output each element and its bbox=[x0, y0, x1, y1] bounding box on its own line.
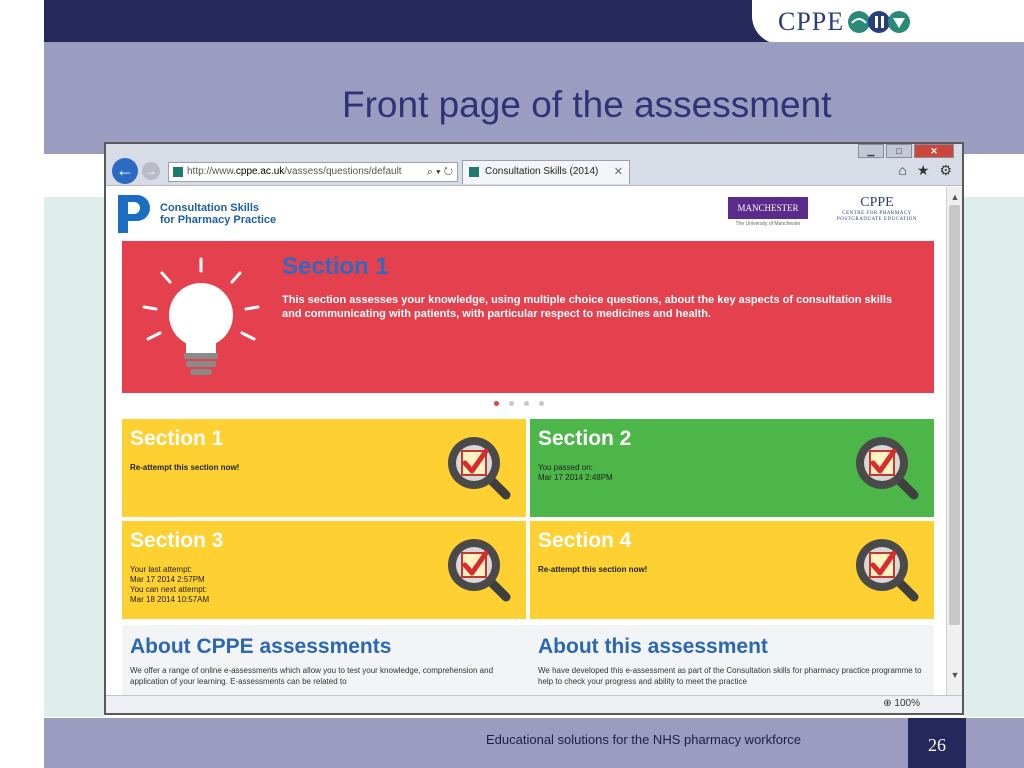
maximize-button[interactable]: □ bbox=[886, 144, 912, 158]
site-logo[interactable] bbox=[118, 195, 276, 233]
section-2-title: Section 2 bbox=[538, 427, 632, 450]
carousel-dot-1[interactable] bbox=[494, 401, 499, 406]
refresh-icon[interactable]: ↻ bbox=[443, 166, 453, 178]
scroll-thumb[interactable] bbox=[949, 205, 960, 625]
about-cppe bbox=[130, 635, 530, 687]
magnifier-check-icon bbox=[442, 533, 512, 603]
hero-title: Section 1 bbox=[282, 253, 389, 280]
magnifier-check-icon bbox=[850, 431, 920, 501]
carousel-dots bbox=[494, 401, 544, 406]
left-accent bbox=[44, 197, 104, 717]
home-icon[interactable]: ⌂ bbox=[898, 162, 907, 178]
search-icon[interactable]: ⌕ bbox=[426, 166, 433, 178]
section-3-line-4: Mar 18 2014 10:57AM bbox=[130, 595, 210, 604]
zoom-value: 100% bbox=[894, 698, 920, 709]
scroll-down-icon[interactable]: ▼ bbox=[950, 670, 960, 680]
site-logo-line1: Consultation Skills bbox=[160, 202, 260, 214]
address-tools bbox=[427, 163, 453, 181]
window-controls bbox=[858, 144, 954, 158]
about-assessment-text: We have developed this e-assessment as part of the Consultation skills for pharmacy practice programme to help to check your progress and ability to meet the practice bbox=[538, 666, 922, 686]
cppe-partner-line2: POSTGRADUATE EDUCATION bbox=[836, 217, 918, 222]
url-path: /vassess/questions/default bbox=[284, 166, 402, 177]
minimize-button[interactable]: ▁ bbox=[858, 144, 884, 158]
site-favicon-icon bbox=[173, 167, 183, 177]
cppe-emblem-icon bbox=[847, 9, 911, 35]
cppe-logo-text: CPPE bbox=[778, 7, 845, 36]
hero-description: This section assesses your knowledge, using multiple choice questions, about the key aspects of consultation skills and communicating with patients, with particular respect to medicines and health. bbox=[282, 294, 893, 320]
carousel-dot-3[interactable] bbox=[524, 401, 529, 406]
url-domain: cppe.ac.uk bbox=[235, 166, 285, 177]
url-prefix: http://www. bbox=[187, 166, 236, 177]
section-1-card[interactable] bbox=[122, 419, 526, 517]
cppe-partner-line1: CENTRE FOR PHARMACY bbox=[842, 211, 912, 216]
section-2-line-1: You passed on: bbox=[538, 463, 593, 472]
section-4-title: Section 4 bbox=[538, 529, 632, 552]
vertical-scrollbar[interactable] bbox=[946, 187, 962, 695]
section-1-line-1: Re-attempt this section now! bbox=[130, 463, 240, 472]
tab-close-icon[interactable]: ✕ bbox=[613, 166, 623, 178]
site-logo-line2: for Pharmacy Practice bbox=[160, 214, 277, 226]
section-3-line-1: Your last attempt: bbox=[130, 565, 192, 574]
manchester-logo: MANCHESTER bbox=[728, 197, 808, 219]
section-3-line-3: You can next attempt: bbox=[130, 585, 208, 594]
magnifier-check-icon bbox=[850, 533, 920, 603]
right-accent bbox=[964, 197, 1024, 717]
zoom-level[interactable]: ⊕ 100% bbox=[883, 698, 920, 709]
magnifier-check-icon bbox=[442, 431, 512, 501]
forward-button[interactable]: → bbox=[142, 162, 160, 180]
page-number: 26 bbox=[928, 735, 946, 755]
carousel-dot-4[interactable] bbox=[539, 401, 544, 406]
tab-title: Consultation Skills (2014) bbox=[485, 166, 599, 177]
status-bar bbox=[106, 695, 962, 713]
section-3-line-2: Mar 17 2014 2:57PM bbox=[130, 575, 205, 584]
page-number-box bbox=[908, 718, 966, 768]
toolbar-icons bbox=[898, 162, 952, 179]
close-window-button[interactable]: ✕ bbox=[914, 144, 954, 158]
about-assessment-title[interactable]: About this assessment bbox=[538, 635, 768, 658]
section-4-card[interactable] bbox=[530, 521, 934, 619]
dropdown-icon[interactable]: ▾ bbox=[436, 166, 441, 178]
hero-banner[interactable] bbox=[122, 241, 934, 393]
about-assessment bbox=[538, 635, 938, 687]
tab-favicon-icon bbox=[469, 167, 479, 177]
footer-text: Educational solutions for the NHS pharmacy workforce bbox=[486, 732, 802, 747]
section-4-line-1: Re-attempt this section now! bbox=[538, 565, 648, 574]
settings-gear-icon[interactable]: ⚙ bbox=[939, 162, 952, 178]
favorites-star-icon[interactable]: ★ bbox=[916, 162, 930, 178]
about-cppe-title[interactable]: About CPPE assessments bbox=[130, 635, 392, 658]
cppe-partner-logo bbox=[822, 195, 932, 223]
about-cppe-text: We offer a range of online e-assessments which allow you to test your knowledge, comprehension and application of your learning. E-assessments can be related to bbox=[130, 666, 494, 686]
page-viewport bbox=[106, 187, 946, 695]
scroll-up-icon[interactable]: ▲ bbox=[950, 192, 960, 202]
section-1-title: Section 1 bbox=[130, 427, 224, 450]
back-button[interactable]: ← bbox=[112, 158, 138, 184]
site-logo-text bbox=[160, 202, 276, 226]
browser-window bbox=[104, 142, 964, 715]
section-2-line-2: Mar 17 2014 2:48PM bbox=[538, 473, 613, 482]
address-bar[interactable] bbox=[168, 162, 458, 182]
carousel-dot-2[interactable] bbox=[509, 401, 514, 406]
lightbulb-icon bbox=[136, 255, 266, 385]
slide-title: Front page of the assessment bbox=[342, 84, 832, 125]
manchester-subtitle: The University of Manchester bbox=[735, 221, 801, 227]
section-3-title: Section 3 bbox=[130, 529, 224, 552]
p-logo-icon bbox=[118, 195, 152, 233]
browser-toolbar bbox=[106, 144, 962, 186]
cppe-partner-word: CPPE bbox=[860, 195, 894, 210]
cppe-logo bbox=[778, 6, 911, 38]
section-3-card[interactable] bbox=[122, 521, 526, 619]
section-2-card[interactable] bbox=[530, 419, 934, 517]
browser-tab[interactable] bbox=[462, 160, 630, 184]
